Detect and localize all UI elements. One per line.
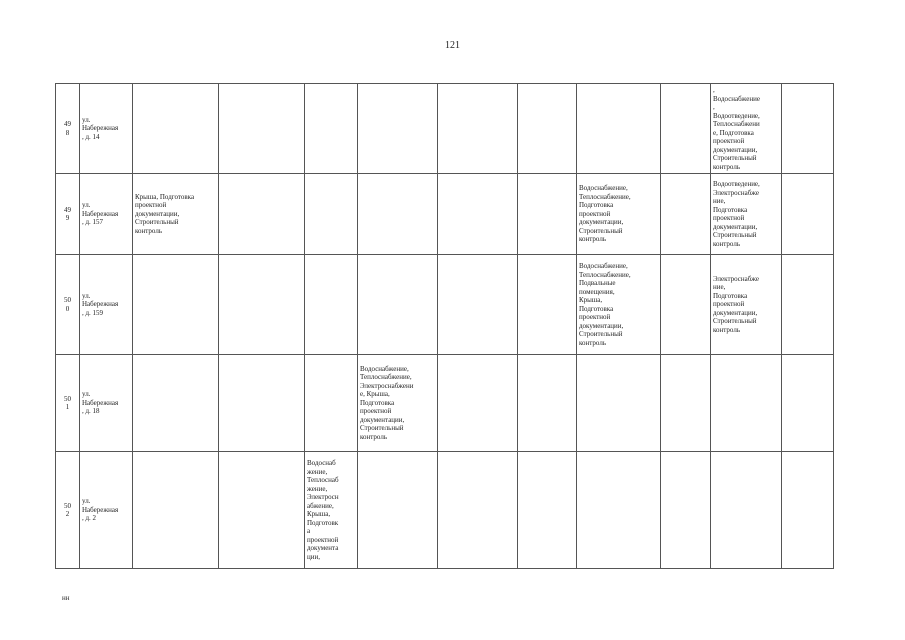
page-number: 121 — [445, 40, 460, 51]
row-number-cell: 49 8 — [56, 84, 80, 174]
work-cell — [438, 255, 518, 355]
table-row — [56, 355, 834, 452]
work-cell — [661, 355, 711, 452]
table-row — [56, 174, 834, 255]
work-cell — [711, 452, 782, 569]
table-row — [56, 84, 834, 174]
address-cell: ул. Набережная , д. 2 — [80, 452, 133, 569]
address-cell: ул. Набережная , д. 159 — [80, 255, 133, 355]
work-cell — [518, 452, 577, 569]
work-cell — [438, 452, 518, 569]
work-cell — [782, 452, 834, 569]
work-cell — [661, 452, 711, 569]
work-cell — [438, 174, 518, 255]
work-cell — [577, 84, 661, 174]
work-cell: , Водоснабжение , Водоотведение, Теплоснабжени е, Подготовка проектной документации, Строительный контроль — [711, 84, 782, 174]
work-cell: Водоотведение, Электроснабже ние, Подготовка проектной документации, Строительный контроль — [711, 174, 782, 255]
work-cell — [305, 255, 358, 355]
work-cell — [782, 84, 834, 174]
work-cell — [661, 84, 711, 174]
work-cell — [133, 355, 219, 452]
work-cell — [518, 84, 577, 174]
work-cell: Водоснабжение, Теплоснабжение, Электроснабжени е, Крыша, Подготовка проектной документации, Строительный контроль — [358, 355, 438, 452]
work-cell — [661, 255, 711, 355]
work-cell — [219, 174, 305, 255]
work-cell — [133, 255, 219, 355]
table-row — [56, 255, 834, 355]
work-cell: Крыша, Подготовка проектной документации, Строительный контроль — [133, 174, 219, 255]
work-cell — [782, 174, 834, 255]
footer-text: нн — [62, 594, 70, 602]
work-cell: Водоснаб жение, Теплоснаб жение, Электросн абжение, Крыша, Подготовк а проектной документа ции, — [305, 452, 358, 569]
work-cell — [782, 255, 834, 355]
work-cell — [358, 452, 438, 569]
row-number-cell: 50 0 — [56, 255, 80, 355]
work-cell — [438, 355, 518, 452]
work-cell — [219, 255, 305, 355]
work-cell: Водоснабжение, Теплоснабжение, Подготовка проектной документации, Строительный контроль — [577, 174, 661, 255]
work-cell — [518, 255, 577, 355]
work-cell — [133, 84, 219, 174]
work-cell — [133, 452, 219, 569]
address-cell: ул. Набережная , д. 18 — [80, 355, 133, 452]
row-number-cell: 50 2 — [56, 452, 80, 569]
work-cell — [219, 355, 305, 452]
work-cell — [518, 355, 577, 452]
work-cell — [438, 84, 518, 174]
work-cell — [711, 355, 782, 452]
work-cell — [782, 355, 834, 452]
work-cell — [358, 174, 438, 255]
address-cell: ул. Набережная , д. 157 — [80, 174, 133, 255]
row-number-cell: 50 1 — [56, 355, 80, 452]
work-cell — [358, 255, 438, 355]
work-cell: Водоснабжение, Теплоснабжение, Подвальные помещения, Крыша, Подготовка проектной документации, Строительный контроль — [577, 255, 661, 355]
work-cell — [305, 355, 358, 452]
work-cell — [358, 84, 438, 174]
work-cell: Электроснабже ние, Подготовка проектной документации, Строительный контроль — [711, 255, 782, 355]
row-number-cell: 49 9 — [56, 174, 80, 255]
address-cell: ул. Набережная , д. 14 — [80, 84, 133, 174]
work-cell — [577, 355, 661, 452]
work-cell — [577, 452, 661, 569]
work-cell — [305, 84, 358, 174]
table-row — [56, 452, 834, 569]
work-cell — [518, 174, 577, 255]
work-cell — [219, 84, 305, 174]
repair-schedule-table — [55, 83, 834, 569]
work-cell — [219, 452, 305, 569]
work-cell — [661, 174, 711, 255]
work-cell — [305, 174, 358, 255]
